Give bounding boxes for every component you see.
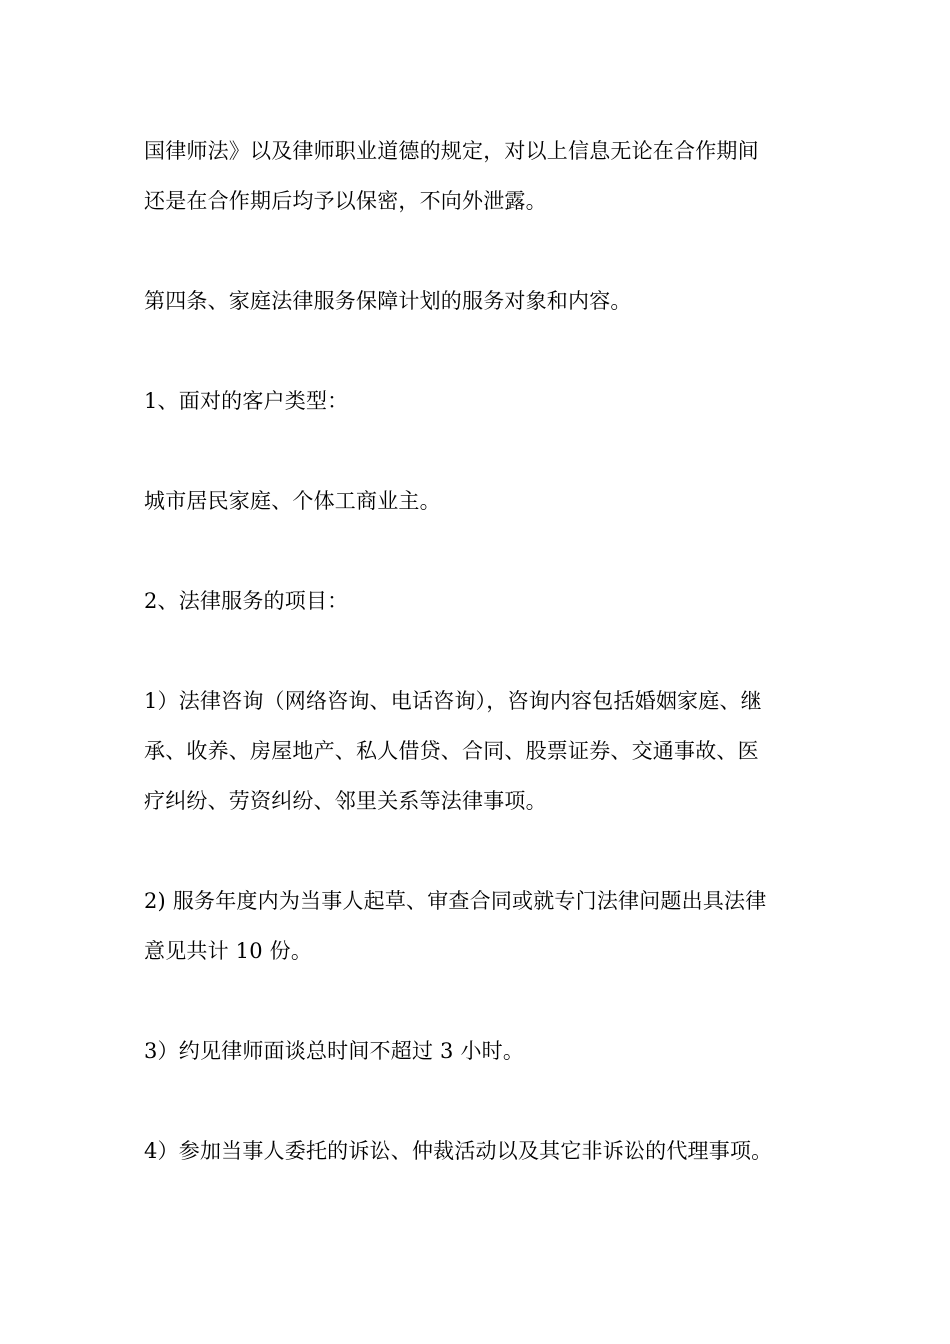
- service-item-4: 4）参加当事人委托的诉讼、仲裁活动以及其它非诉讼的代理事项。: [144, 1139, 773, 1163]
- client-type-text: 城市居民家庭、个体工商业主。: [144, 489, 441, 513]
- service-item-2-line-1: 2) 服务年度内为当事人起草、审查合同或就专门法律问题出具法律: [144, 889, 767, 913]
- paragraph-confidentiality-line-2: 还是在合作期后均予以保密，不向外泄露。: [144, 189, 547, 213]
- client-type-heading: 1、面对的客户类型：: [144, 389, 349, 413]
- service-item-1-line-3: 疗纠纷、劳资纠纷、邻里关系等法律事项。: [144, 789, 547, 813]
- paragraph-confidentiality-line-1: 国律师法》以及律师职业道德的规定，对以上信息无论在合作期间: [144, 139, 759, 163]
- service-item-1-line-2: 承、收养、房屋地产、私人借贷、合同、股票证券、交通事故、医: [144, 739, 759, 763]
- service-item-3: 3）约见律师面谈总时间不超过 3 小时。: [144, 1039, 525, 1063]
- service-items-heading: 2、法律服务的项目：: [144, 589, 349, 613]
- service-item-1-line-1: 1）法律咨询（网络咨询、电话咨询），咨询内容包括婚姻家庭、继: [144, 689, 762, 713]
- article-four-heading: 第四条、家庭法律服务保障计划的服务对象和内容。: [144, 289, 632, 313]
- service-item-2-line-2: 意见共计 10 份。: [144, 939, 313, 963]
